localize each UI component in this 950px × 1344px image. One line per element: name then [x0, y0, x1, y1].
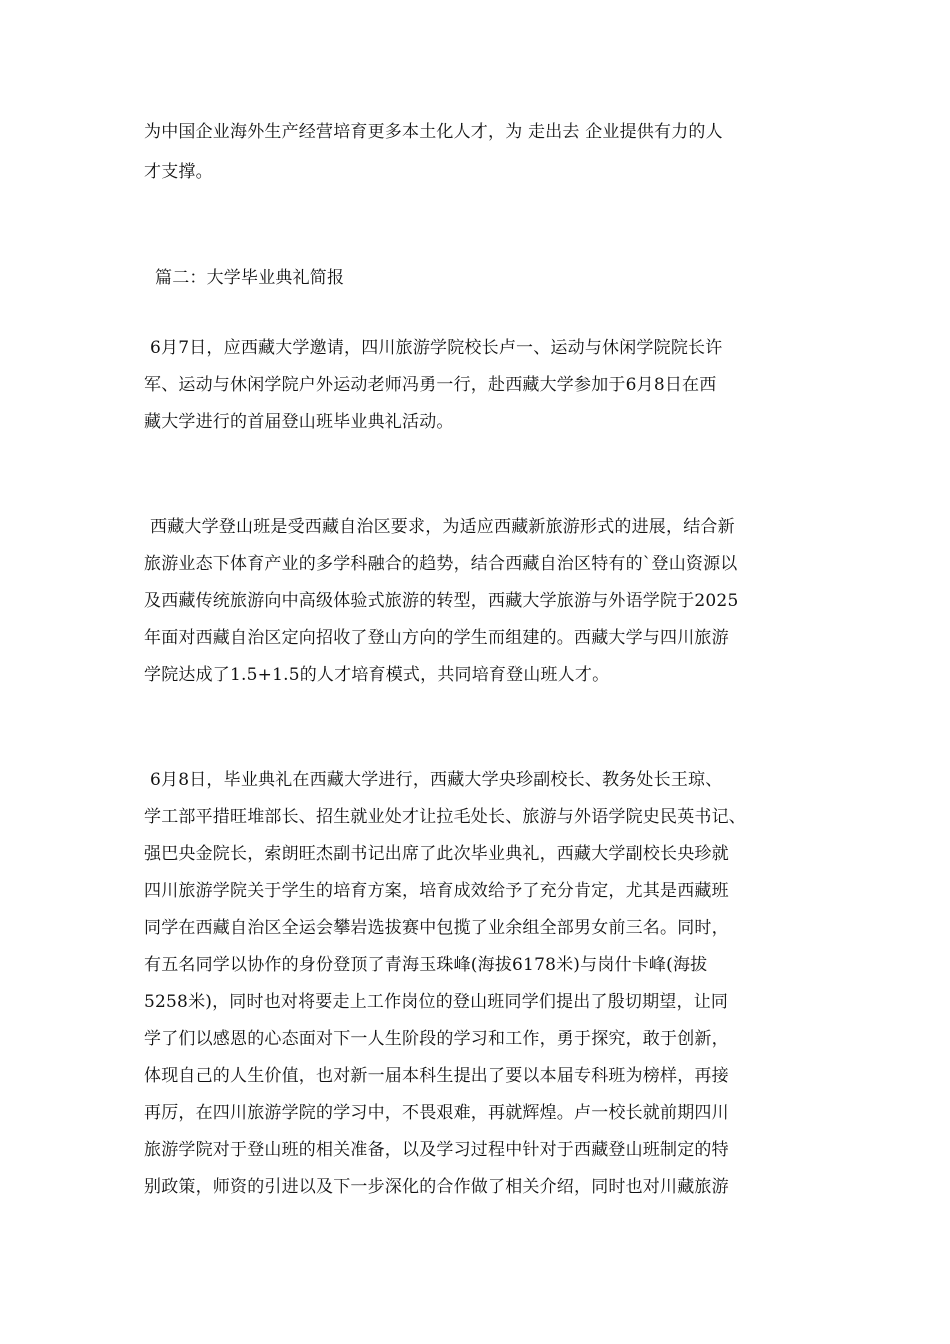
paragraph2-line-3: 及西藏传统旅游向中高级体验式旅游的转型，西藏大学旅游与外语学院于2025	[144, 591, 739, 611]
paragraph3-line-10: 再厉，在四川旅游学院的学习中，不畏艰难，再就辉煌。卢一校长就前期四川	[144, 1103, 729, 1123]
paragraph2-line-4: 年面对西藏自治区定向招收了登山方向的学生而组建的。西藏大学与四川旅游	[144, 628, 729, 648]
paragraph3-line-6: 有五名同学以协作的身份登顶了青海玉珠峰(海拔6178米)与岗什卡峰(海拔	[144, 955, 708, 975]
paragraph2-line-5: 学院达成了1.5+1.5的人才培育模式，共同培育登山班人才。	[144, 665, 610, 685]
paragraph3-line-3: 强巴央金院长，索朗旺杰副书记出席了此次毕业典礼，西藏大学副校长央珍就	[144, 844, 729, 864]
paragraph3-line-12: 别政策，师资的引进以及下一步深化的合作做了相关介绍，同时也对川藏旅游	[144, 1177, 729, 1197]
paragraph1-line-2: 军、运动与休闲学院户外运动老师冯勇一行，赴西藏大学参加于6月8日在西	[144, 375, 717, 395]
paragraph3-line-7: 5258米)，同时也对将要走上工作岗位的登山班同学们提出了殷切期望，让同	[144, 992, 729, 1012]
paragraph3-line-5: 同学在西藏自治区全运会攀岩选拔赛中包揽了业余组全部男女前三名。同时，	[144, 918, 729, 938]
paragraph3-line-8: 学了们以感恩的心态面对下一人生阶段的学习和工作，勇于探究，敢于创新，	[144, 1029, 729, 1049]
paragraph1-line-3: 藏大学进行的首届登山班毕业典礼活动。	[144, 412, 454, 432]
paragraph2-line-1: 西藏大学登山班是受西藏自治区要求，为适应西藏新旅游形式的进展，结合新	[150, 517, 735, 537]
paragraph3-line-11: 旅游学院对于登山班的相关准备，以及学习过程中针对于西藏登山班制定的特	[144, 1140, 729, 1160]
intro-line-2: 才支撑。	[144, 162, 213, 182]
section-title: 篇二：大学毕业典礼简报	[155, 268, 345, 288]
paragraph1-line-1: 6月7日，应西藏大学邀请，四川旅游学院校长卢一、运动与休闲学院院长许	[150, 338, 723, 358]
paragraph3-line-2: 学工部平措旺堆部长、招生就业处才让拉毛处长、旅游与外语学院史民英书记、	[144, 807, 746, 827]
paragraph2-line-2: 旅游业态下体育产业的多学科融合的趋势，结合西藏自治区特有的`登山资源以	[144, 554, 738, 574]
paragraph3-line-4: 四川旅游学院关于学生的培育方案，培育成效给予了充分肯定，尤其是西藏班	[144, 881, 729, 901]
paragraph3-line-1: 6月8日，毕业典礼在西藏大学进行，西藏大学央珍副校长、教务处长王琼、	[150, 770, 723, 790]
intro-line-1: 为中国企业海外生产经营培育更多本土化人才，为 走出去 企业提供有力的人	[144, 122, 723, 142]
paragraph3-line-9: 体现自己的人生价值，也对新一届本科生提出了要以本届专科班为榜样，再接	[144, 1066, 729, 1086]
